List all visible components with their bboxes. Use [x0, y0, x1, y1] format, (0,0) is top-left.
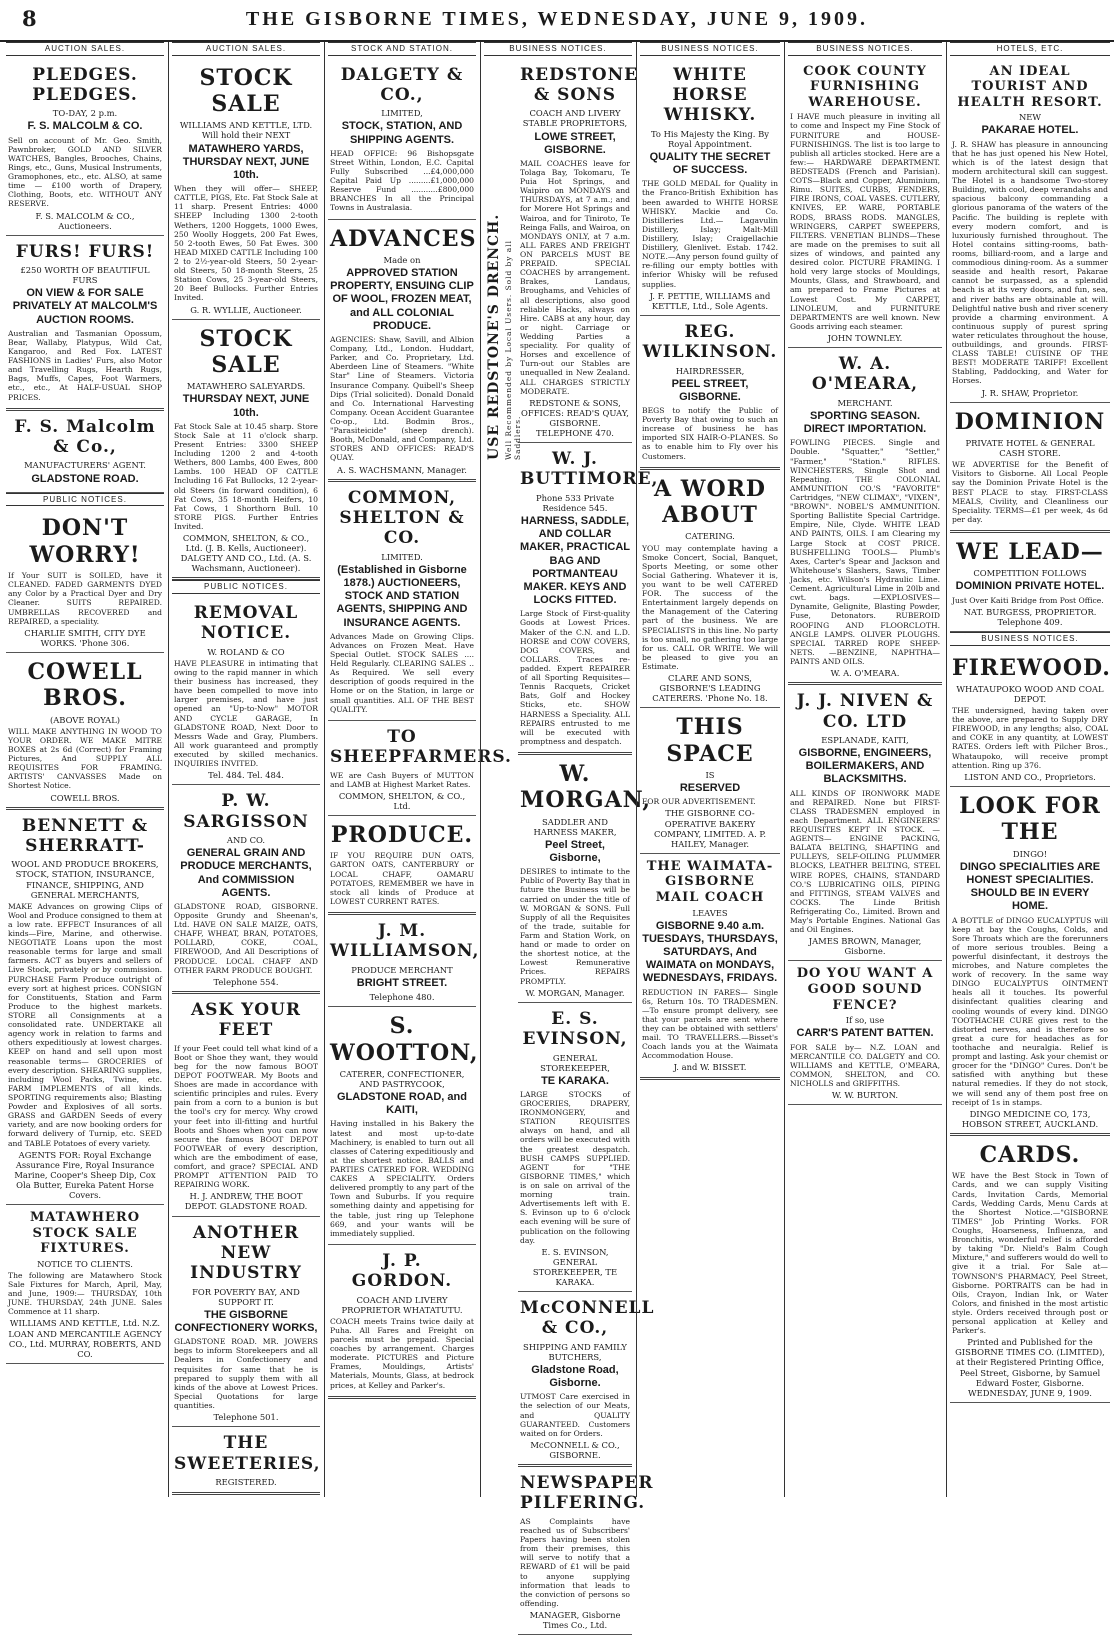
ad-signature: AGENTS FOR: Royal Exchange Assurance Fire, Royal Insurance Marine, Cooper's Sheep Dip, Cox Ola Butter, Eureka Patent Horse Covers.: [14, 1149, 156, 1200]
ad-body: Sell on account of Mr. Geo. Smith, Pawnbroker, GOLD AND SILVER WATCHES, Bangles, Brooches, Chains, Rings, etc., Guns, Musical Instruments, Gramophones, etc., etc. ALSO, at same time — £100 worth of Drapery, Clothing, Boots, etc. WITHOUT ANY RESERVE.: [8, 135, 162, 209]
ad-signature: G. R. WYLLIE, Auctioneer.: [190, 304, 302, 315]
ad-subheading: COACH AND LIVERY STABLE PROPRIETORS,: [522, 108, 628, 129]
ad-subheading: FOR POVERTY BAY, AND SUPPORT IT.: [192, 1286, 300, 1307]
ad-name: GENERAL GRAIN AND PRODUCE MERCHANTS, And COMMISSION AGENTS.: [180, 847, 312, 899]
column-hotels: [950, 42, 1110, 1497]
ad-heading: ANOTHER NEW INDUSTRY: [190, 1222, 302, 1284]
ad-heading: CARDS.: [979, 1141, 1081, 1168]
ad-body: WE ADVERTISE for the Benefit of Visitors to Gisborne. All Local People say the Dominion Private Hotel is the BEST PLACE to stay. FIRST-CLASS MEALS, Civility, and Cleanliness our Speciality. TERMS—£1 per week, 4s 6d per day.: [952, 460, 1108, 524]
advertisement: [950, 533, 1110, 632]
advertisement: [172, 785, 320, 994]
ad-heading: AN IDEAL TOURIST AND HEALTH RESORT.: [957, 63, 1103, 110]
ad-signature: W. A. O'MEARA.: [830, 668, 900, 679]
ad-body: Large Stock of First-quality Goods at Lowest Prices. Maker of the C.N. and L.D. HORSE and COW COVERS, DOG COVERS, and COLLARS. Traces re-padded. Expert REPAIRER of all Sporting Requisites—Tennis Racquets, Cricket Bats, Golf and Hockey Sticks, etc. SHOW HARNESS a Speciality. ALL REPAIRS entrusted to me will be executed with promptness and despatch.: [520, 609, 630, 746]
ad-body: WILL MAKE ANYTHING IN WOOD TO YOUR ORDER. WE MAKE MITRE BOXES at 2s 6d (Correct) for Framing Pictures, And SUPPLY ALL REQUISITES FOR FRAMING. ARTISTS' CANVASSES Made on Shortest Notice.: [8, 726, 162, 791]
ad-subheading: Phone 533 Private Residence 545.: [535, 492, 615, 513]
ad-name: PEEL STREET, GISBORNE.: [671, 377, 749, 403]
advertisement: [788, 59, 942, 348]
ad-body: BEGS to notify the Public of Poverty Bay that owing to such an increase of business he has imported SIX HAIR-O-PLANES. So as to enable him to Fly over his Customers.: [642, 406, 778, 461]
ad-body: IF YOU REQUIRE DUN OATS, GARTON OATS, CANTERBURY or LOCAL CHAFF, OAMARU POTATOES, REMEMBER we have in stock all kinds of Produce at LOWEST CURRENT RATES.: [330, 851, 474, 906]
advertisement: [518, 443, 659, 755]
ad-subheading: Made on: [383, 254, 421, 265]
advertisement: [328, 816, 476, 915]
ad-subheading: CATERING.: [685, 531, 735, 542]
section-heading: HOTELS, ETC.: [950, 42, 1110, 56]
ad-body: THE GOLD MEDAL for Quality in the Franco-British Exhibition has been awarded to WHITE HORSE WHISKY. Mackie and Co. Distilleries Ltd.— Lagavulin Distillery, Islay; Malt-Mill Distillery, Islay; Craigellachie Distillery, Glenlivet. Estab. 1742. NOTE.—Any person found guilty of re-filling our empty bottles with inferior Whisky will be refused supplies.: [642, 179, 778, 289]
advertisement: [788, 348, 942, 685]
advertisement: [788, 685, 942, 961]
ad-name: MATAWHERO YARDS, THURSDAY NEXT, JUNE 10th.: [182, 142, 310, 181]
ad-heading: DOMINION: [954, 408, 1106, 435]
ad-body: AS Complaints have reached us of Subscribers' Papers having been stolen from their premises, this will serve to notify that a REWARD of £1 will be paid to anyone supplying information that leads to the conviction of persons so offending.: [520, 1516, 630, 1608]
ad-body: Advances Made on Growing Clips. Advances on Frozen Meat. Have Special Outlet. STOCK SALES .... Held Regularly. CLEARING SALES .. As Required. We sell every description of goods required in the Home or on the Station, in large or small quantities. ALL OF THE BEST QUALITY.: [330, 631, 474, 714]
ad-subheading: PRIVATE HOTEL & GENERAL CASH STORE.: [965, 438, 1095, 459]
ad-subheading: £250 WORTH OF BEAUTIFUL FURS: [20, 265, 150, 286]
ad-heading: PLEDGES. PLEDGES.: [32, 64, 138, 105]
ad-subheading: DINGO!: [1012, 848, 1048, 859]
ad-heading: F. S. Malcolm & Co.,: [14, 416, 156, 458]
ad-name: THURSDAY NEXT, JUNE 10th.: [182, 393, 310, 419]
drench-headline: USE REDSTONE'S DRENCH.: [486, 213, 502, 460]
ad-subheading: SADDLER AND HARNESS MAKER,: [533, 816, 617, 837]
ad-heading: REG. WILKINSON.: [642, 321, 778, 363]
ad-subheading: TO-DAY, 2 p.m.: [52, 108, 118, 119]
section-heading: STOCK AND STATION.: [328, 42, 476, 56]
advertisement: [328, 915, 480, 1007]
ad-body: MAIL COACHES leave for Tolaga Bay, Tokomaru, Te Puia Hot Springs, and Waipiro on MONDAYS and THURSDAYS, at 7 a.m.; and for Morere Hot Springs and Wairoa, and for Tiniroto, Te Reinga Falls, and Wairoa, on MONDAYS ONLY, at 7 a.m. ALL FARES AND FREIGHT ON PARCELS MUST BE PREPAID. SPECIAL COACHES by arrangement. Brakes, Landaus, Broughams, and Vehicles of all descriptions, also good reliable Hacks, always on Hire. CABS at any hour, day or night. Carriage or Wedding Parties a speciality. For quality of Horses and excellence of Turn-out our Stables are unequalled in New Zealand. ALL CHARGES STRICTLY MODERATE.: [520, 158, 631, 396]
ad-body: Fat Stock Sale at 10.45 sharp. Store Stock Sale at 11 o'clock sharp. Present Entries: 3300 SHEEP Including 1200 2 and 4-tooth Wethers, 800 Lambs, 400 Ewes, 800 Lambs. 100 HEAD OF CATTLE Including 16 Fat Bullocks, 12 2-year-old Steers (in forward condition), 6 Fat Cows, 35 18-month Heifers, 10 Fat Cows, 1 Shorthorn Bull. 10 STORE PIGS. Further Entries Invited.: [174, 421, 318, 532]
ad-signature: MANAGER, Gisborne Times Co., Ltd.: [529, 1609, 621, 1631]
ad-subheading: HAIRDRESSER,: [675, 365, 745, 376]
advertisement: [640, 316, 780, 470]
ad-subheading: If so, use: [845, 1015, 885, 1026]
section-heading: PUBLIC NOTICES.: [172, 580, 320, 594]
ad-name: TE KARAKA.: [541, 1074, 609, 1087]
drench-subline: Well Recommended by Local Users. Sold by all Saddlers.: [504, 240, 522, 460]
ad-signature: Tel. 484. Tel. 484.: [208, 770, 284, 781]
ad-signature: W. W. BURTON.: [831, 1090, 899, 1101]
column-auction-sales-2: [172, 42, 320, 1497]
advertisement: [640, 470, 780, 709]
section-heading: BUSINESS NOTICES.: [640, 42, 780, 56]
ad-subheading: COACH AND LIVERY PROPRIETOR WHATATUTU.: [341, 1294, 463, 1315]
column-business-notices-3: [788, 42, 942, 1497]
ad-signature: J. F. PETTIE, WILLIAMS and KETTLE, Ltd., Sole Agents.: [649, 290, 771, 311]
ad-name: SPORTING SEASON. DIRECT IMPORTATION.: [803, 409, 927, 436]
ad-signature: F. S. MALCOLM & CO., Auctioneers.: [35, 210, 135, 231]
ad-name: GISBORNE, ENGINEERS, BOILERMAKERS, AND BLACKSMITHS.: [798, 746, 932, 786]
advertisement: [328, 1245, 476, 1399]
ad-heading: P. W. SARGISSON: [183, 791, 309, 832]
ad-name: HARNESS, SADDLE, AND COLLAR MAKER, PRACTICAL BAG AND PORTMANTEAU MAKER. KEYS AND LOCKS FITTED.: [520, 515, 630, 607]
ad-name: Peel Street, Gisborne,: [545, 838, 605, 865]
advertisement: [950, 787, 1110, 1136]
ad-body: GLADSTONE ROAD. MR. JOWERS begs to inform Storekeepers and all Dealers in Confectionery and requisites for same that he is prepared to supply them with all kinds of the above at Lowest Prices. Special Quotations for large quantities.: [174, 1337, 318, 1411]
advertisement: [6, 411, 164, 493]
ad-body: If Your SUIT is SOILED, have it CLEANED. FADED GARMENTS DYED any Color by a Practical Dyer and Dry Cleaner. SUITS REPAIRED. UMBRELLAS RECOVERED and REPAIRED, a speciality.: [8, 571, 162, 626]
ad-heading: DON'T WORRY!: [29, 515, 141, 568]
ad-subheading: IS: [705, 770, 715, 781]
ad-subheading: WHATAUPOKO WOOD AND COAL DEPOT.: [956, 683, 1104, 704]
ad-name: BRIGHT STREET.: [356, 976, 448, 989]
ad-signature: W. MORGAN, Manager.: [525, 987, 625, 998]
ad-subheading: LEAVES: [692, 907, 728, 918]
ad-name: DINGO SPECIALITIES ARE HONEST SPECIALITIES. SHOULD BE IN EVERY HOME.: [959, 860, 1101, 913]
ad-heading: PRODUCE.: [330, 821, 474, 848]
advertisement: [518, 1292, 655, 1467]
ad-subheading: COMPETITION FOLLOWS: [973, 568, 1087, 579]
ad-body: FOR OUR ADVERTISEMENT.: [642, 797, 756, 807]
ad-heading: S. WOOTTON,: [330, 1013, 479, 1066]
ad-body: Just Over Kaiti Bridge from Post Office.: [952, 595, 1104, 605]
advertisement: [328, 482, 476, 721]
ad-heading: NEWSPAPER PILFERING.: [520, 1473, 654, 1514]
ad-signature: J. R. SHAW, Proprietor.: [981, 387, 1079, 398]
ad-body: Australian and Tasmanian Opossum, Bear, Wallaby, Platypus, Wild Cat, Kangaroo, and Red Fox. LATEST FASHIONS in Ladies' Furs, also Motor and Travelling Rugs, Hearth Rugs, Bags, Muffs, Capes, Foot Warmers, etc., etc., At HALF-USUAL SHOP PRICES.: [8, 328, 162, 402]
ad-signature: Printed and Published for the GISBORNE TIMES CO. (LIMITED), at their Registered Printing Office, Peel Street, Gisborne, by Samuel Edward Foster, Gisborne. WEDNESDAY, JUNE 9, 1909.: [955, 1337, 1105, 1398]
advertisement: [950, 403, 1110, 533]
advertisement: [950, 1136, 1110, 1403]
ad-signature: H. J. ANDREW, THE BOOT DEPOT. GLADSTONE ROAD.: [184, 1191, 308, 1212]
ad-subheading: NOTICE TO CLIENTS.: [37, 1258, 133, 1269]
redstone-drench-strip: [486, 200, 522, 460]
ad-body: UTMOST Care exercised in the selection of our Meats, and QUALITY GUARANTEED. Customers waited on for Orders.: [520, 1392, 630, 1438]
ad-heading: STOCK SALE: [199, 64, 293, 117]
section-heading: BUSINESS NOTICES.: [788, 42, 942, 56]
advertisement: [640, 59, 780, 316]
ad-name: DOMINION PRIVATE HOTEL.: [955, 580, 1105, 593]
ad-heading: WHITE HORSE WHISKY.: [663, 64, 757, 126]
ad-heading: FURS! FURS!: [15, 241, 155, 262]
ad-signature: JAMES BROWN, Manager, Gisborne.: [808, 936, 922, 957]
ad-body: REDUCTION IN FARES— Single 6s, Return 10s. TO TRADESMEN.—To ensure prompt delivery, see that your parcels are sent where they can be obtained with settlers' mail. TO TRAVELLERS.—Bisset's Coach lands you at the Waimata Accommodation House.: [642, 987, 778, 1061]
ad-heading: W. A. O'MEARA,: [811, 354, 919, 395]
ad-body: AGENCIES: Shaw, Savill, and Albion Company, Ltd., London. Huddart, Parker, and Co. Proprietary, Ltd. Aberdeen Line of Steamers. "White Star" Line of Steamers. Victoria Insurance Company. Quibell's Sheep Dips (Trial solicited). Donald Donald and Co. International Harvesting Company. Ocean Accident Guarantee Co-op., Ltd. Bodmin Bros., "Parasiteicide" (sheep drench). Booth, McDonald, and Company, Ltd. STORES AND OFFICES: READ'S QUAY.: [330, 335, 474, 463]
ad-heading: DALGETY & CO.,: [340, 64, 464, 105]
ad-name: THE GISBORNE CONFECTIONERY WORKS,: [174, 1308, 318, 1335]
advertisement: [6, 810, 164, 1205]
ad-subheading: GENERAL STOREKEEPER,: [540, 1052, 610, 1073]
advertisement: [6, 653, 164, 810]
advertisement: [950, 59, 1110, 403]
advertisement: [328, 59, 476, 220]
ad-body: If your Feet could tell what kind of a Boot or Shoe they want, they would beg for the now famous BOOT DEPOT FOOTWEAR. My Boots and Shoes are made in accordance with scientific principles and rules. Every pain from a corn to a bunion is but the tool's cry for mercy. Why crowd your feet into ill-fitting and hurtful Boots and Shoes when you can now secure the famous BOOT DEPOT FOOTWEAR of every description, which are the embodiment of ease, comfort, and grace? SPECIAL AND PROMPT ATTENTION PAID TO REPAIRING WORK.: [174, 1043, 318, 1190]
page-title: THE GISBORNE TIMES, WEDNESDAY, JUNE 9, 1909.: [245, 8, 869, 30]
ad-body: Having installed in his Bakery the latest and most up-to-date Machinery, is enabled to turn out all classes of Catering expeditiously and at the shortest notice. BALLS and PARTIES CATERED FOR. WEDDING CAKES A SPECIALITY. Orders delivered promptly to any part of the Town and Suburbs. If you require something dainty and appetising for the table, just ring up Telephone 669, and your wants will be immediately supplied.: [330, 1119, 474, 1238]
ad-heading: COWELL BROS.: [27, 658, 143, 712]
column-business-notices-2: [640, 42, 780, 1497]
ad-body: LARGE STOCKS of GROCERIES, DRAPERY, IRONMONGERY, and STATION REQUISITES always on hand, and all orders will be executed with the greatest despatch. BUSH CAMPS SUPPLIED. AGENT for "THE GISBORNE TIMES," which is on sale on arrival of the morning train. Advertisements left with E. S. Evinson up to 6 o'clock each evening will be sure of publication on the following day.: [520, 1089, 630, 1245]
ad-name: LOWE STREET, GISBORNE.: [534, 130, 616, 156]
ad-name: GLADSTONE ROAD.: [31, 472, 139, 485]
ad-signature: NAT. BURGESS, PROPRIETOR. Telephone 409.: [963, 606, 1097, 627]
advertisement: [6, 236, 164, 411]
ad-body: ALL KINDS OF IRONWORK MADE and REPAIRED. None but FIRST-CLASS TRADESMEN employed in each Department. ALL ENGINEERS' REQUISITES KEPT IN STOCK. —AGENTS— ENGINE PACKING, BALATA BELTING, SHAFTING and PULLEYS, SELF-OILING PLUMMER BLOCKS, LEATHER BELTING, STEEL WIRE ROPES, CHAINS, STANDARD CO.'S LUBRICATING OILS, PIPING and FITTINGS, STEAM VALVES and COCKS. The Linde British Refrigerating Co., Limited. Brown and May's Portable Engines. National Gas and Oil Engines.: [790, 788, 940, 935]
advertisement: [172, 1427, 320, 1495]
ad-subheading: SHIPPING AND FAMILY BUTCHERS,: [523, 1341, 627, 1362]
ad-heading: LOOK FOR THE: [959, 792, 1101, 846]
ad-heading: REMOVAL NOTICE.: [193, 603, 299, 644]
ad-name: F. S. MALCOLM & CO.: [27, 120, 143, 133]
advertisement: [6, 59, 164, 236]
ad-heading: MATAWHERO STOCK SALE FIXTURES.: [29, 1210, 141, 1257]
ad-subheading: (ABOVE ROYAL): [49, 714, 121, 725]
ad-subheading: LIMITED.: [381, 551, 423, 562]
ad-subheading: MANUFACTURERS' AGENT.: [24, 460, 146, 471]
ad-body: WE are Cash Buyers of MUTTON and LAMB at Highest Market Rates.: [330, 770, 474, 789]
advertisement: [172, 994, 320, 1217]
ad-body: GLADSTONE ROAD, GISBORNE. Opposite Grundy and Sheenan's, Ltd. HAVE ON SALE MAIZE, OATS, CHAFF, WHEAT, BRAN, POTATOES, POLLARD, COKE, COAL, FIREWOOD, And All Descriptions of PRODUCE. LOCAL CHAFF AND OTHER FARM PRODUCE BOUGHT.: [174, 901, 318, 975]
ad-heading: REDSTONE & SONS: [520, 64, 639, 105]
ad-heading: J. M. WILLIAMSON,: [330, 920, 480, 962]
ad-body: MAKE Advances on growing Clips of Wool and Produce consigned to them at a low rate. EFFECT Insurances of all kinds—Fire, Marine, and otherwise. NEGOTIATE Loans upon the most reasonable terms for large and small farmers. ACT as buyers and sellers of Live Stock, privately or by commission. PURCHASE Farm Produce outright of every sort at highest prices. CONSIGN for Constituents, Station and Farm Produce to the highest markets. STORE all Consignments at a consolidated rate. UNDERTAKE all agency work in relation to farms and others expeditiously at lowest charges. KEEP on hand and sell upon most reasonable terms— GROCERIES of every description. SHEARING supplies, including Wool Packs, Twine, etc. FARM IMPLEMENTS of all kinds. SPORTING requirements also; Blasting Powder and Explosives of all sorts. GRASS and GARDEN Seeds of every variety, and are now booking orders for forward delivery of Turnip, etc. SEED and TABLE Potatoes of every variety.: [8, 901, 162, 1148]
ad-signature: J. and W. BISSET.: [673, 1062, 747, 1073]
ad-heading: COMMON, SHELTON & CO.: [339, 487, 465, 549]
ad-name: ON VIEW & FOR SALE PRIVATELY AT MALCOLM'S AUCTION ROOMS.: [12, 287, 158, 326]
ad-heading: W. J. BUTTIMORE,: [520, 449, 659, 490]
advertisement: [172, 59, 320, 320]
ad-subheading: WILLIAMS AND KETTLE, LTD. Will hold their NEXT: [179, 120, 313, 141]
section-heading: AUCTION SALES.: [6, 42, 164, 56]
ad-body: WE have the Best Stock in Town of Cards, and we can supply Visiting Cards, Invitation Cards, Memorial Cards, Wedding Cards, Menu Cards at the Shortest Notice.—"GISBORNE TIMES" Job Printing Works. FOR Coughs, Hoarseness, Influenza, and Bronchitis, wonderful relief is afforded by taking "Dr. Nield's Balm Cough Mixture," and sufferers would do well to give it a trial. For Sale at— TOWNSON'S PHARMACY, Peel Street, Gisborne. PORTRAITS can be had in Oils, Crayon, Indian Ink, or Water Colors, and finished in the most artistic style. Orders received through post or personal application at Kelley and Parker's.: [952, 1171, 1108, 1336]
column-auction-sales-1: [6, 42, 164, 1497]
ad-heading: McCONNELL & CO.,: [520, 1298, 655, 1339]
ad-name: STOCK, STATION, AND SHIPPING AGENTS.: [341, 120, 463, 146]
ad-body: THE undersigned, having taken over the above, are prepared to Supply DRY FIREWOOD, in any lengths; also, COAL and COKE in any quantity, at LOWEST RATES. Orders left with Pilcher Bros., Whataupoko, will receive prompt attention. Ring up 376.: [952, 706, 1108, 770]
ad-heading: WE LEAD—: [956, 538, 1104, 565]
ad-subheading: NEW: [1018, 112, 1042, 123]
advertisement: [328, 220, 476, 482]
ad-subheading: ESPLANADE, KAITI,: [821, 734, 909, 745]
advertisement: [172, 320, 320, 581]
ad-signature: WILLIAMS AND KETTLE, Ltd. N.Z. LOAN AND MERCANTILE AGENCY CO., Ltd. MURRAY, ROBERTS, AND CO.: [8, 1318, 162, 1359]
ad-body: I HAVE much pleasure in inviting all to come and Inspect my Fine Stock of FURNITURE and HOUSE-FURNISHINGS. The list is too large to publish all articles stocked. Here are a few:— HARDWARE DEPARTMENT. BEDSTEADS (French and Parisian). COTS—Black and Copper, Aluminium, Rimu. SUITES, CURBS, FENDERS, FIRE IRONS, COAL VASES. CUTLERY, KNIVES, EP. WARE, PORTABLE RODS, BRASS RODS. MANGLES, WRINGERS, CARPET SWEEPERS, FILTERS. VENETIAN BLINDS—These are made on the premises to suit all sizes of windows, and painted any desired color. PICTURE FRAMING. I hold very large stocks of Mouldings, Mounts, Glass, and Strawboard, and am prepared to Frame Pictures at Lowest Cost. My CARPET, LINOLEUM, and FURNITURE DEPARTMENTS are well known. New Goods arriving each steamer.: [790, 112, 940, 331]
advertisement: [518, 755, 652, 1003]
ad-subheading: AND CO.: [226, 835, 266, 846]
ad-name: (Established in Gisborne 1878.) AUCTIONEERS, STOCK AND STATION AGENTS, SHIPPING AND INSURANCE AGENTS.: [336, 563, 468, 629]
ad-body: When they will offer— SHEEP, CATTLE, PIGS, Etc. Fat Stock Sale at 11 sharp. Present Entries: 4000 SHEEP Including 1300 2-tooth Wethers, 1200 Hoggets, 1000 Ewes, 250 Woolly Hoggets, 200 Fat Ewes, 50 2-tooth Ewes, 50 Fat Ewes. 300 HEAD MIXED CATTLE Including 100 2 to 2½-year-old Steers, 50 2-year-old Steers, 50 18-month Steers, 25 Station Cows, 25 3-year-old Steers, 20 Beef Bullocks. Further Entries Invited.: [174, 184, 318, 303]
ad-signature: CHARLIE SMITH, CITY DYE WORKS. 'Phone 306.: [24, 627, 146, 648]
ad-name: GLADSTONE ROAD, and KAITI,: [337, 1091, 467, 1117]
advertisement: [328, 1007, 479, 1245]
ad-name: RESERVED: [679, 782, 741, 795]
ad-body: COACH meets Trains twice daily at Puha. All Fares and Freight on parcels must be prepaid. Special coaches by arrangement. Charges moderate. PICTURES and Picture Frames, Mouldings, Artists' Materials, Mounts, Glass, at bedrock prices, at Kelley and Parker's.: [330, 1316, 474, 1390]
ad-heading: FIREWOOD.: [952, 654, 1111, 681]
ad-body: FOR SALE by— N.Z. LOAN and MERCANTILE CO. DALGETY and CO. WILLIAMS and KETTLE, O'MEARA, COMMON, SHELTON, and CO. NICHOLLS and GRIFFITHS.: [790, 1042, 940, 1088]
ad-subheading: PRODUCE MERCHANT: [351, 964, 453, 975]
advertisement: [6, 1205, 164, 1364]
ad-heading: DO YOU WANT A GOOD SOUND FENCE?: [796, 966, 934, 1013]
ad-signature: THE GISBORNE CO-OPERATIVE BAKERY COMPANY, LIMITED. A. P. HAILEY, Manager.: [653, 808, 767, 849]
ad-signature: Telephone 501.: [213, 1412, 279, 1423]
ad-signature: COWELL BROS.: [50, 792, 120, 803]
ad-subheading: To His Majesty the King. By Royal Appointment.: [650, 128, 770, 149]
advertisement: [640, 854, 780, 1080]
ad-heading: J. P. GORDON.: [351, 1250, 453, 1292]
ad-signature: Telephone 480.: [369, 992, 435, 1003]
ad-signature: E. S. EVINSON, GENERAL STOREKEEPER, TE KARAKA.: [532, 1246, 618, 1287]
ad-heading: E. S. EVINSON,: [522, 1008, 628, 1050]
section-heading: BUSINESS NOTICES.: [484, 42, 632, 56]
ad-body: HEAD OFFICE: 96 Bishopsgate Street Within, London, E.C. Capital Fully Subscribed ...£4,000,000 Capital Paid Up .........£1,000,000 Reserve Fund ...........£800,000 BRANCHES In all the Principal Towns in Australasia.: [330, 148, 474, 213]
ad-signature: REDSTONE & SONS, OFFICES: READ'S QUAY, GISBORNE. TELEPHONE 470.: [521, 397, 629, 438]
ad-heading: STOCK SALE: [199, 325, 293, 378]
ad-body: YOU may contemplate having a Smoke Concert, Social, Banquet, Sports Meeting, or some other Social Gathering. Whatever it is, you want to be well CATERED FOR. The success of the Entertainment largely depends on the Management of the Catering part of the business. We are SPECIALISTS in this line. No party is too small, no gathering too large for us. CALL OR WRITE. We will be pleased to give you an Estimate.: [642, 543, 778, 671]
ad-body: J. R. SHAW has pleasure in announcing that he has just opened his New Hotel, which is of the latest design that modern architectural skill can suggest. The Hotel is a handsome Two-storey Building, with cool, deep verandahs and spacious balcony commanding a glorious panorama of the waters of the Pacific. The building is replete with every modern comfort, and is luxuriously furnished throughout. The Hotel contains sitting-rooms, bath-rooms, billiard-room, and a large and commodious dining-room. As a summer seaside and health resort, Pakarae cannot be surpassed, as a splendid beach is at its very doors, and fun, sea, and river baths are obtainable at will. Delightful native bush and river scenery provide a charming environment. A continuous supply of purest spring water reticulates throughout the house, outbuildings, and grounds. FIRST-CLASS TABLE! CUISINE OF THE BEST! MODERATE TARIFF! Excellent Stabling, Paddocking, and Water for Horses.: [952, 139, 1108, 386]
ad-name: PAKARAE HOTEL.: [981, 124, 1079, 137]
ad-subheading: CATERER, CONFECTIONER, AND PASTRYCOOK,: [339, 1068, 465, 1089]
ad-body: FOWLING PIECES. Single and Double. "Squatter," "Settler," "Farmer," "Station." RIFLES. WINCHESTERS, Single Shot and Repeating. THE COLONIAL AMMUNITION CO.'S "FAVORITE" Cartridges, "NEW CLIMAX", "VIXEN", "BROWN". NOBEL'S AMMUNITION. Sporting Ballistite Special Cartridge. Empire, Nile, Clyde. WHITE LEAD AND PAINTS, OILS. I am Clearing my Large Stock at COST PRICE. BUSHFELLING TOOLS— Plumb's Axes, Carter's Spear and Jackson and Whitehouse's Slashers, Saws, Timber Jacks, etc. Wilson's Hydraulic Lime. Cement. Agricultural Lime in 20lb and cwt. bags. —EXPLOSIVES— Dynamite, Gelignite, Blasting Powder, Fuse, Detonators. RUBEROID ROOFING AND FLOORCLOTH. ANGLE LAMPS. OLIVER PLOUGHS. SPECIAL TARRED ROPE SHEEP-NETS. —BENZINE, NAPHTHA— PAINTS AND OILS.: [790, 438, 940, 666]
ad-body: DESIRES to intimate to the Public of Poverty Bay that in future the Business will be carried on under the title of W. MORGAN & SONS. Full Supply of all the Requisites of the trade, suitable for Farm and Station Work, on hand or made to order on the shortest notice, at the Lowest Remunerative Prices. REPAIRS PROMPTLY.: [520, 867, 630, 986]
ad-signature: McCONNELL & CO., GISBORNE.: [530, 1439, 620, 1460]
ad-signature: DINGO MEDICINE CO, 173, HOBSON STREET, AUCKLAND.: [961, 1108, 1099, 1129]
ad-body: HAVE PLEASURE in intimating that owing to the rapid manner in which their business has increased, they have been compelled to move into larger premises, and have just opened an "Up-to-Now" MOTOR AND CYCLE GARAGE, In GLADSTONE ROAD, Next Door to Messrs Wade and Gray, Plumbers. All work guaranteed and promptly executed by skilled mechanics. INQUIRIES INVITED.: [174, 658, 318, 769]
ad-subheading: MATAWHERO SALEYARDS.: [186, 381, 306, 392]
ad-heading: ADVANCES: [330, 225, 477, 252]
ad-heading: THE SWEETERIES,: [174, 1433, 321, 1474]
section-heading: AUCTION SALES.: [172, 42, 320, 56]
ad-subheading: MERCHANT.: [837, 397, 893, 408]
ad-heading: W. MORGAN,: [520, 760, 652, 814]
ad-body: A BOTTLE of DINGO EUCALYPTUS will keep at bay the Coughs, Colds, and Sore Throats which are the forerunners of more serious troubles. Being a powerful disinfectant, it destroys the microbes, and Nature completes the work of recovery. In the same way DINGO EUCALYPTUS OINTMENT heals all it touches. Its powerful disinfectant qualities clearing and cooling wounds of every kind. DINGO TOOTHACHE CURE gives rest to the distorted nerves, and is therefore so great a cure for headaches as for toothache and neuralgia. Relief is prompt and lasting. Ask your chemist or grocer for the "DINGO" Cures. Don't be satisfied with anything but these natural remedies. If they do not stock, we will send any of them post free on receipt of 1s in stamps.: [952, 915, 1108, 1107]
page-number: 8: [22, 6, 37, 31]
ad-heading: A WORD ABOUT: [654, 475, 766, 529]
masthead: [0, 0, 1114, 42]
advertisement: [518, 59, 639, 443]
section-heading: BUSINESS NOTICES.: [950, 632, 1110, 646]
ad-signature: COMMON, SHELTON, & CO., Ltd.: [338, 790, 466, 811]
ad-body: The following are Matawhero Stock Sale Fixtures for March, April, May, and June, 1909:— THURSDAY, 10th JUNE. THURSDAY, 24th JUNE. Sales Commence at 11 sharp.: [8, 1270, 162, 1317]
ad-signature: LISTON AND CO., Proprietors.: [964, 771, 1096, 782]
ad-subheading: LIMITED,: [381, 108, 423, 119]
ad-heading: COOK COUNTY FURNISHING WAREHOUSE.: [803, 63, 927, 110]
ad-name: Gladstone Road, Gisborne.: [531, 1364, 619, 1390]
ad-name: APPROVED STATION PROPERTY, ENSUING CLIP OF WOOL, FROZEN MEAT, and ALL COLONIAL PRODUCE.: [330, 267, 474, 332]
ad-signature: A. S. WACHSMANN, Manager.: [337, 464, 467, 475]
ad-name: GISBORNE 9.40 a.m. TUESDAYS, THURSDAYS, SATURDAYS, And WAIMATA on MONDAYS, WEDNESDAYS, FRIDAYS.: [642, 919, 778, 985]
ad-name: CARR'S PATENT BATTEN.: [796, 1027, 934, 1040]
ad-heading: BENNETT & SHERRATT-: [21, 815, 149, 856]
ad-subheading: W. ROLAND & CO: [207, 646, 285, 657]
ad-heading: J. J. NIVEN & CO. LTD: [796, 691, 934, 732]
ad-heading: THIS SPACE: [666, 714, 754, 767]
ad-signature: CLARE AND SONS, GISBORNE'S LEADING CATERERS. 'Phone No. 18.: [652, 673, 768, 704]
ad-subheading: REGISTERED.: [215, 1476, 277, 1487]
advertisement: [950, 649, 1110, 787]
ad-signature: COMMON, SHELTON, & CO., Ltd. (J. B. Kells, Auctioneer). DALGETY AND CO., Ltd. (A. S. Wachsmann, Auctioneer).: [180, 533, 312, 574]
ad-signature: JOHN TOWNLEY.: [827, 333, 903, 343]
advertisement: [6, 509, 164, 653]
ad-signature: Telephone 554.: [213, 976, 279, 987]
ad-heading: THE WAIMATA-GISBORNE MAIL COACH: [646, 858, 774, 905]
ad-subheading: WOOL AND PRODUCE BROKERS, STOCK, STATION, INSURANCE, FINANCE, SHIPPING, AND GENERAL MERCHANTS,: [11, 859, 159, 900]
advertisement: [328, 721, 512, 816]
advertisement: [788, 961, 942, 1105]
advertisement: [518, 1003, 632, 1292]
ad-heading: TO SHEEPFARMERS.: [330, 726, 512, 768]
advertisement: [172, 1217, 320, 1428]
advertisement: [518, 1467, 654, 1635]
ad-heading: ASK YOUR FEET: [190, 999, 302, 1041]
advertisement: [640, 708, 780, 853]
section-heading: PUBLIC NOTICES.: [6, 493, 164, 507]
advertisement: [172, 597, 320, 785]
ad-name: QUALITY THE SECRET OF SUCCESS.: [649, 150, 771, 177]
